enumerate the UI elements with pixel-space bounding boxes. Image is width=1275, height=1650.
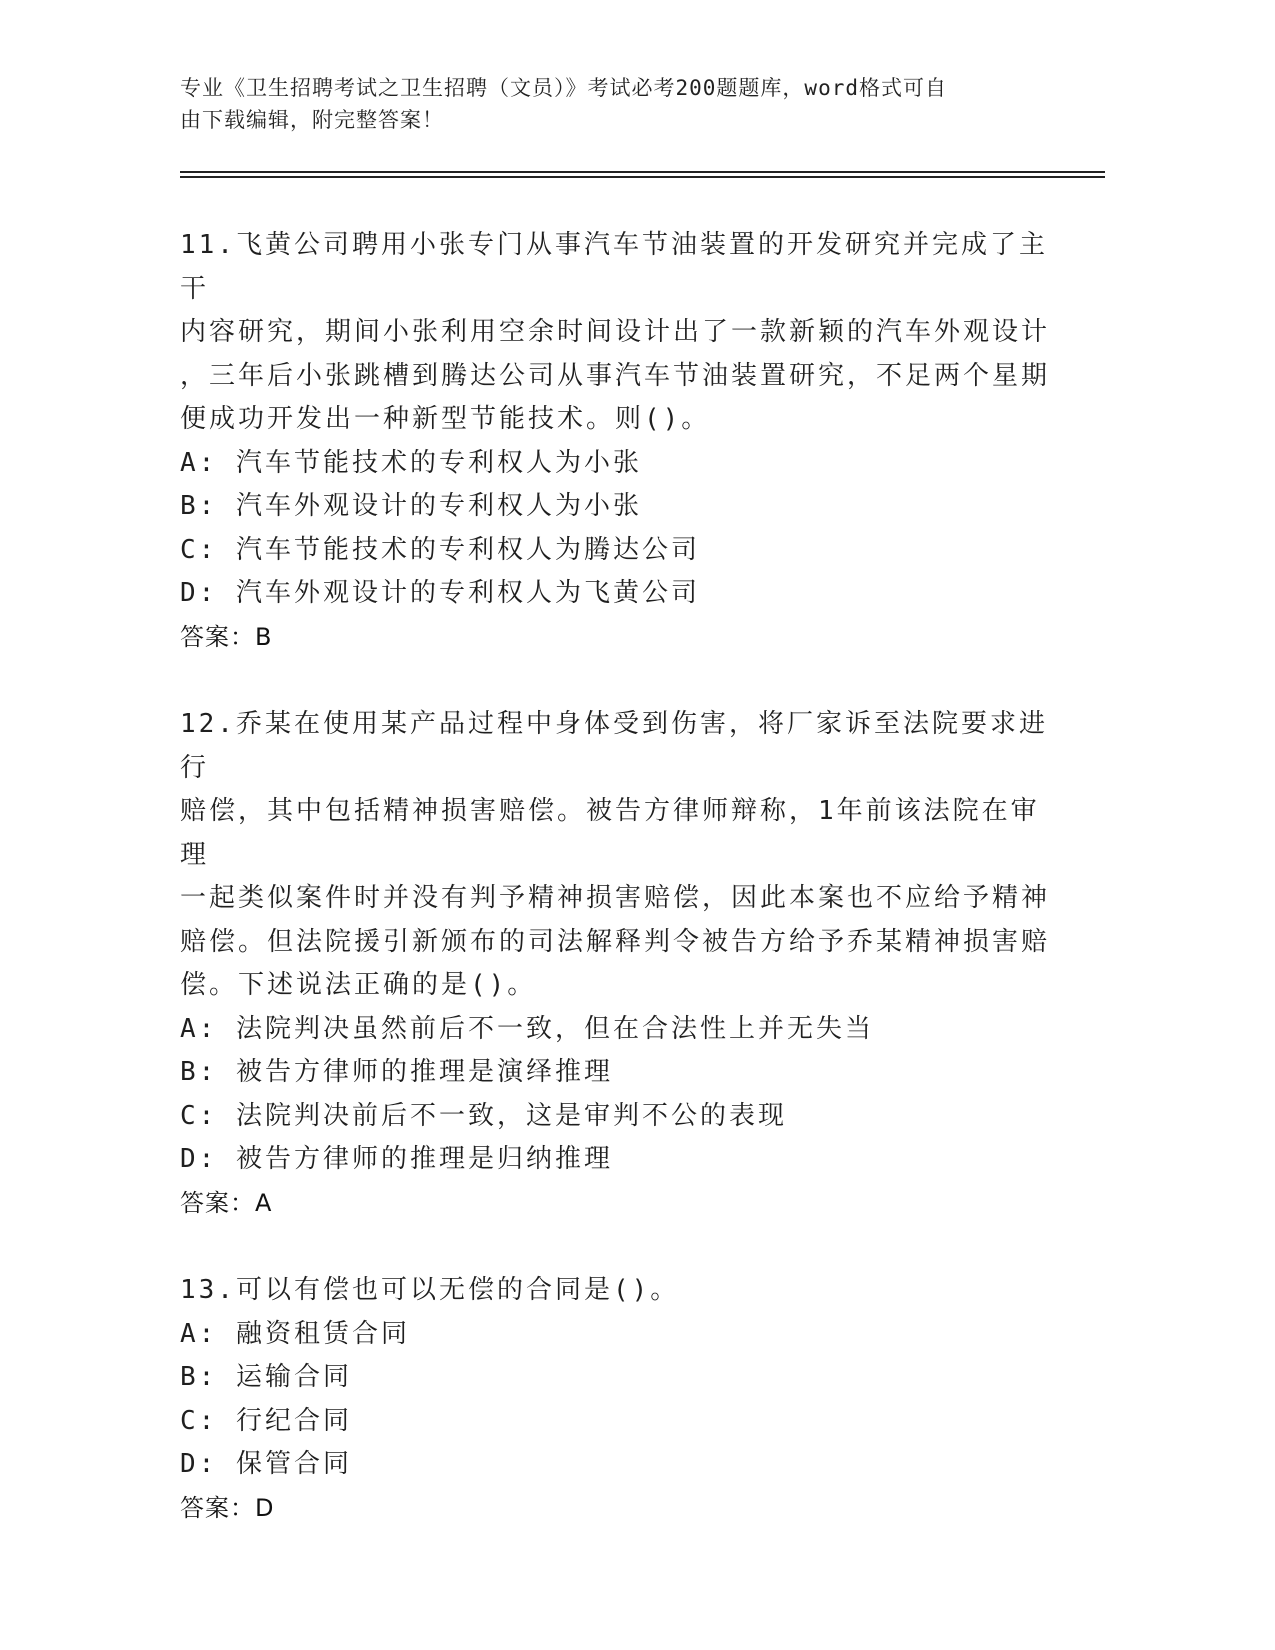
question-stem-line: 便成功开发出一种新型节能技术。则()。 — [180, 404, 711, 434]
option-a: A: 法院判决虽然前后不一致，但在合法性上并无失当 — [180, 1013, 874, 1044]
answer-label: 答案： — [180, 622, 255, 651]
answer-line — [180, 1182, 1060, 1226]
option-c: C: 汽车节能技术的专利权人为腾达公司 — [180, 534, 700, 565]
question-13 — [180, 1269, 1060, 1530]
option-b: B: 被告方律师的推理是演绎推理 — [180, 1057, 613, 1087]
question-stem-line: 11.飞黄公司聘用小张专门从事汽车节油装置的开发研究并完成了主干 — [180, 230, 1048, 304]
header-line-2: 由下载编辑，附完整答案！ — [180, 108, 444, 132]
header-line-1: 专业《卫生招聘考试之卫生招聘（文员）》考试必考200题题库，word格式可自 — [180, 76, 947, 100]
answer-line — [180, 1487, 1060, 1531]
question-stem-line: 偿。下述说法正确的是()。 — [180, 970, 537, 1000]
answer-value: A — [255, 1188, 273, 1217]
answer-value: B — [255, 622, 273, 651]
option-a: A: 汽车节能技术的专利权人为小张 — [180, 447, 642, 478]
document-header — [180, 72, 1060, 136]
option-b: B: 汽车外观设计的专利权人为小张 — [180, 491, 642, 521]
question-stem-line: 内容研究，期间小张利用空余时间设计出了一款新颖的汽车外观设计 — [180, 317, 1051, 347]
answer-label: 答案： — [180, 1188, 255, 1217]
answer-value: D — [255, 1493, 275, 1522]
question-stem-line: 赔偿。但法院援引新颁布的司法解释判令被告方给予乔某精神损害赔 — [180, 926, 1051, 957]
option-b: B: 运输合同 — [180, 1362, 352, 1392]
header-divider-top — [180, 171, 1105, 173]
answer-line — [180, 616, 1060, 660]
option-c: C: 行纪合同 — [180, 1405, 352, 1436]
question-stem-line: 12.乔某在使用某产品过程中身体受到伤害，将厂家诉至法院要求进行 — [180, 709, 1048, 783]
question-12 — [180, 703, 1060, 1225]
answer-label: 答案： — [180, 1493, 255, 1522]
question-stem-line: 赔偿，其中包括精神损害赔偿。被告方律师辩称，1年前该法院在审理 — [180, 796, 1040, 870]
question-list — [180, 224, 1060, 1574]
question-stem-line: 13.可以有偿也可以无偿的合同是()。 — [180, 1275, 680, 1305]
question-stem-line: ，三年后小张跳槽到腾达公司从事汽车节油装置研究，不足两个星期 — [180, 360, 1051, 391]
header-divider-bottom — [180, 176, 1105, 178]
question-11 — [180, 224, 1060, 659]
option-c: C: 法院判决前后不一致，这是审判不公的表现 — [180, 1100, 787, 1131]
question-stem-line: 一起类似案件时并没有判予精神损害赔偿，因此本案也不应给予精神 — [180, 883, 1051, 913]
option-d: D: 保管合同 — [180, 1449, 352, 1479]
option-d: D: 汽车外观设计的专利权人为飞黄公司 — [180, 578, 700, 608]
option-d: D: 被告方律师的推理是归纳推理 — [180, 1144, 613, 1174]
option-a: A: 融资租赁合同 — [180, 1318, 410, 1349]
